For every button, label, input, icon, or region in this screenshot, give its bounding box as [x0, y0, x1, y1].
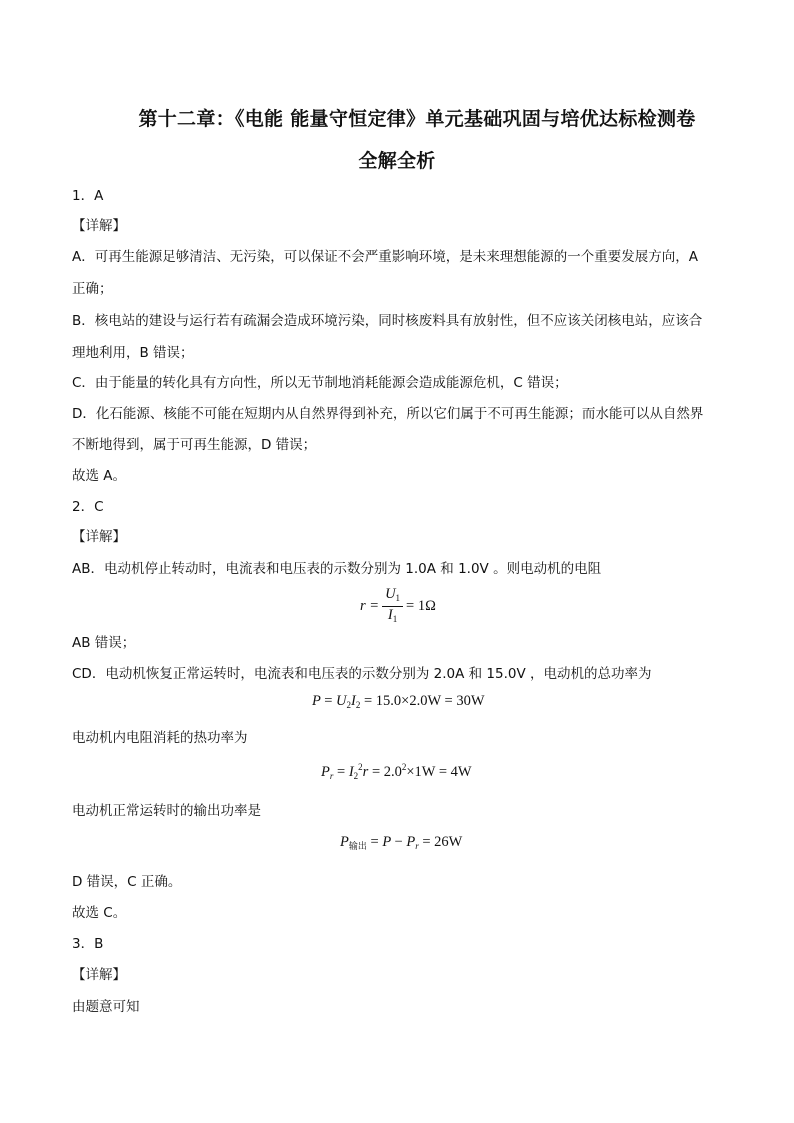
- fraction: $\frac{U_1}{I_1}$: [382, 586, 403, 627]
- q2-detail-heading: 【详解】: [72, 529, 126, 545]
- q2-equation-total-power: $P = U_2I_2 = 15.0\times 2.0W = 30W$: [312, 693, 485, 710]
- q3-intro: 由题意可知: [72, 999, 140, 1015]
- q1-option-b-line2: 理地利用，B 错误；: [72, 345, 194, 361]
- q1-answer: 1．A: [72, 188, 104, 204]
- q1-option-d-line1: D．化石能源、核能不可能在短期内从自然界得到补充，所以它们属于不可再生能源；而水能可以从自然界: [72, 406, 704, 422]
- q1-detail-heading: 【详解】: [72, 218, 126, 234]
- q1-option-b-line1: B．核电站的建设与运行若有疏漏会造成环境污染，同时核废料具有放射性，但不应该关闭核电站，应该合: [72, 313, 703, 329]
- q1-option-d-line2: 不断地得到，属于可再生能源，D 错误；: [72, 437, 317, 453]
- q1-option-a-line2: 正确；: [72, 281, 113, 297]
- q2-conclusion: 故选 C。: [72, 905, 127, 921]
- document-subtitle: 全解全析: [358, 150, 436, 172]
- q1-conclusion: 故选 A。: [72, 468, 127, 484]
- q2-answer: 2．C: [72, 499, 104, 515]
- q2-equation-output-power: $P_{输出} = P - P_r = 26W$: [340, 834, 463, 851]
- q2-cd-statement: CD．电动机恢复正常运转时，电流表和电压表的示数分别为 2.0A 和 15.0V ，电动机的总功率为: [72, 666, 652, 682]
- q2-ab-statement: AB．电动机停止转动时，电流表和电压表的示数分别为 1.0A 和 1.0V 。则电动机的电阻: [72, 561, 602, 577]
- q1-option-c: C．由于能量的转化具有方向性，所以无节制地消耗能源会造成能源危机，C 错误；: [72, 375, 568, 391]
- q3-answer: 3．B: [72, 936, 104, 952]
- q2-equation-heat-power: $P_r = I_2^2r = 2.0^2\times 1W = 4W$: [321, 762, 472, 781]
- document-title: 第十二章：《电能 能量守恒定律》单元基础巩固与培优达标检测卷: [138, 108, 696, 130]
- q2-heat-power-statement: 电动机内电阻消耗的热功率为: [72, 730, 248, 746]
- q2-option-result: D 错误，C 正确。: [72, 874, 182, 890]
- q1-option-a-line1: A．可再生能源足够清洁、无污染，可以保证不会严重影响环境，是未来理想能源的一个重要发展方向，A: [72, 249, 698, 265]
- q3-detail-heading: 【详解】: [72, 967, 126, 983]
- q2-ab-result: AB 错误；: [72, 635, 136, 651]
- q2-equation-resistance: r = $\frac{U_1}{I_1}$ = 1Ω: [360, 586, 436, 627]
- q2-output-power-statement: 电动机正常运转时的输出功率是: [72, 803, 261, 819]
